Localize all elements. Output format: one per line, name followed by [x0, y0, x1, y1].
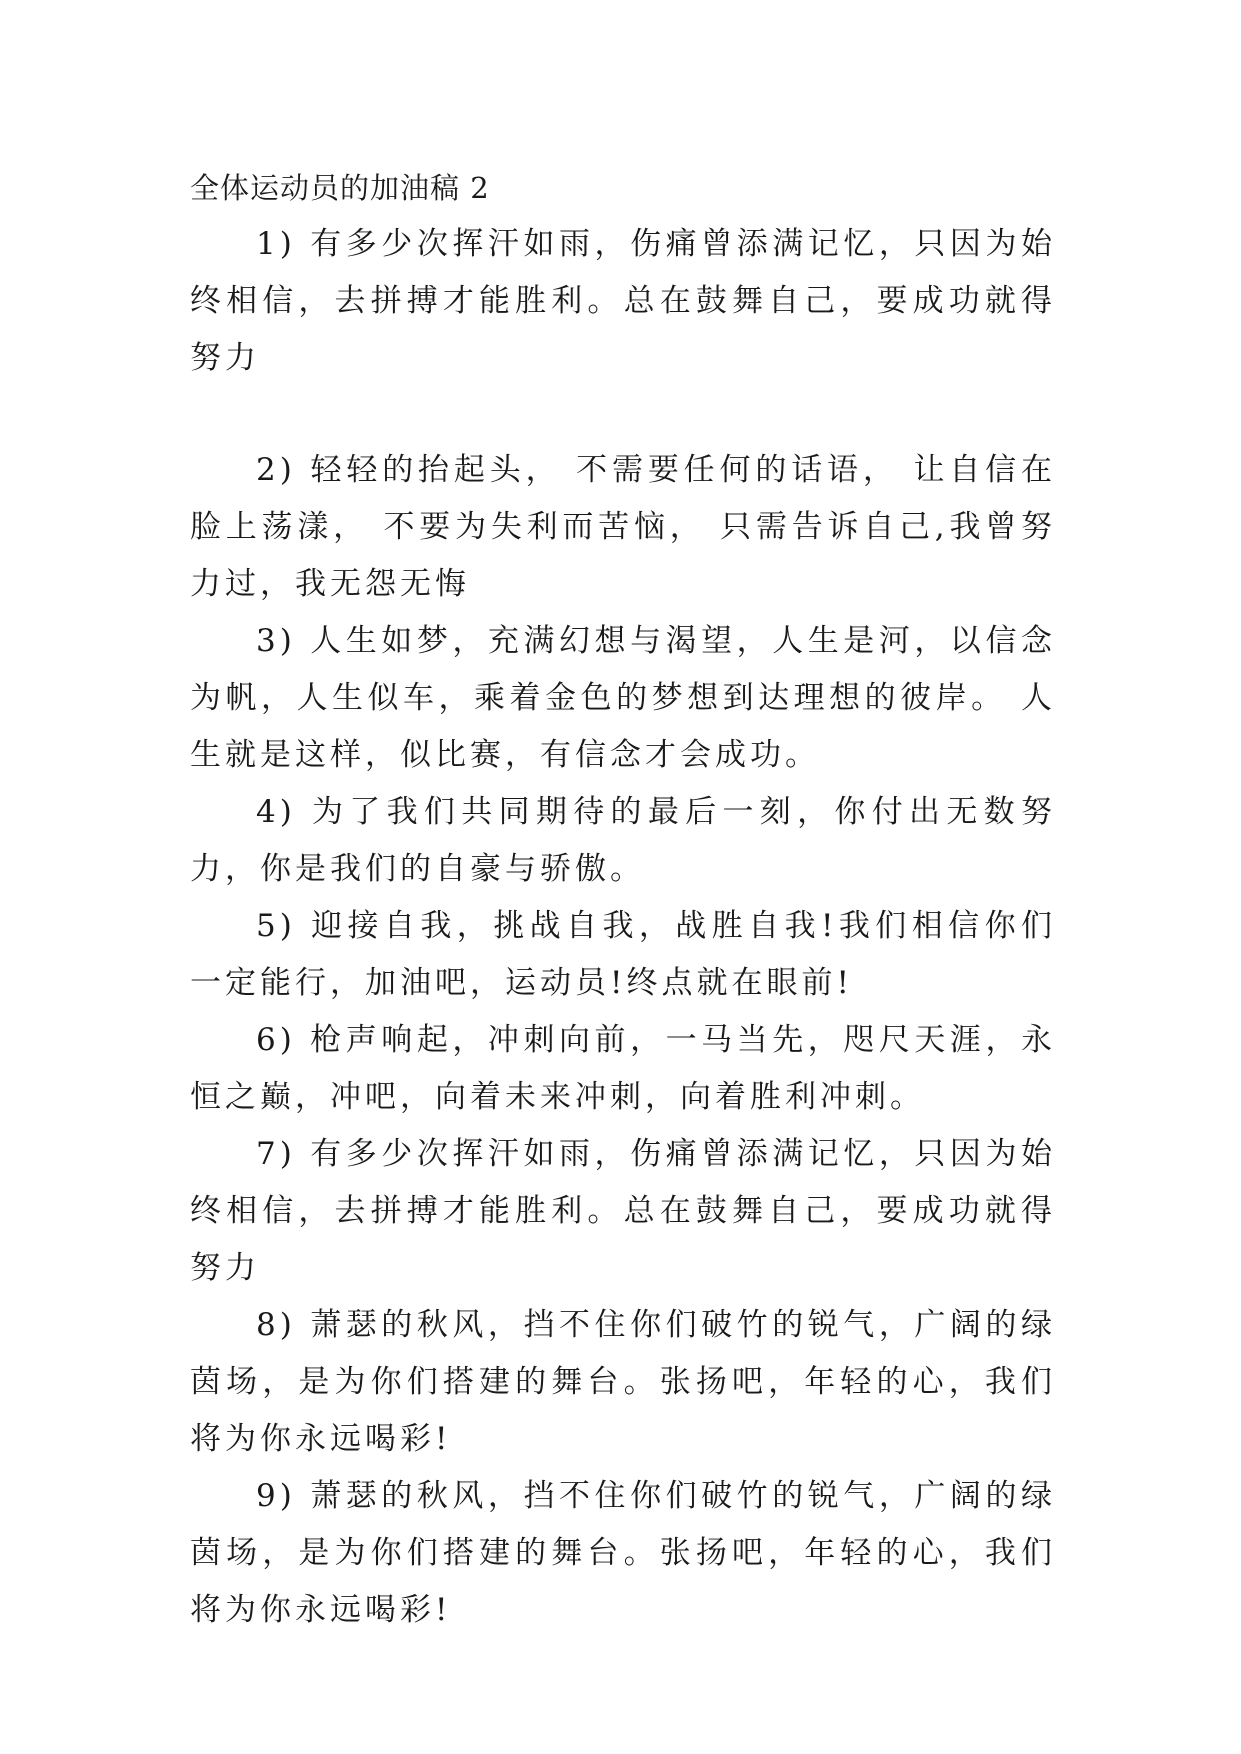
paragraph-7: 7) 有多少次挥汗如雨，伤痛曾添满记忆，只因为始终相信，去拼搏才能胜利。总在鼓舞自己，要成功就得努力: [190, 1136, 1056, 1286]
paragraph-6: 6) 枪声响起，冲刺向前，一马当先，咫尺天涯，永恒之巅，冲吧，向着未来冲刺，向着胜利冲刺。: [190, 1022, 1056, 1115]
paragraph-1: 1) 有多少次挥汗如雨，伤痛曾添满记忆，只因为始终相信，去拼搏才能胜利。总在鼓舞自己，要成功就得努力: [190, 226, 1056, 376]
paragraph-4: 4) 为了我们共同期待的最后一刻，你付出无数努力，你是我们的自豪与骄傲。: [190, 794, 1056, 887]
paragraph-8: 8) 萧瑟的秋风，挡不住你们破竹的锐气，广阔的绿茵场，是为你们搭建的舞台。张扬吧，年轻的心，我们将为你永远喝彩!: [190, 1307, 1056, 1457]
paragraph-3: 3) 人生如梦，充满幻想与渴望，人生是河，以信念为帆，人生似车，乘着金色的梦想到达理想的彼岸。 人生就是这样，似比赛，有信念才会成功。: [190, 623, 1056, 773]
paragraph-5: 5) 迎接自我，挑战自我，战胜自我!我们相信你们一定能行，加油吧，运动员!终点就在眼前!: [190, 908, 1056, 1001]
paragraph-2: 2) 轻轻的抬起头， 不需要任何的话语， 让自信在脸上荡漾， 不要为失利而苦恼， 只需告诉自己,我曾努力过，我无怨无悔: [190, 452, 1056, 602]
document-title: 全体运动员的加油稿 2: [190, 171, 490, 205]
paragraph-9: 9) 萧瑟的秋风，挡不住你们破竹的锐气，广阔的绿茵场，是为你们搭建的舞台。张扬吧，年轻的心，我们将为你永远喝彩!: [190, 1478, 1056, 1628]
document-page: [190, 160, 1056, 1639]
